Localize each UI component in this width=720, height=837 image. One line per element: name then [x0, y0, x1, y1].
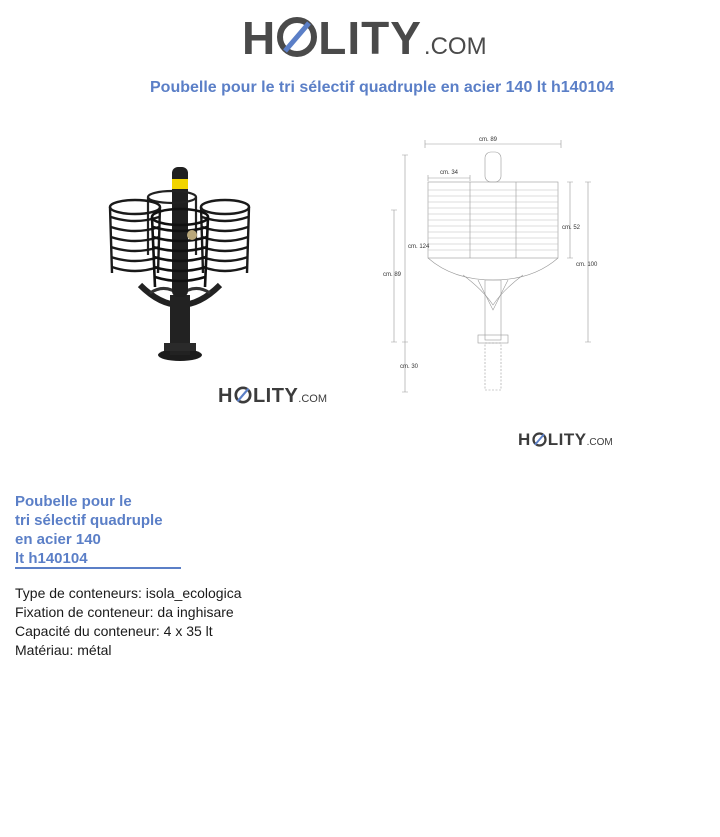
product-photo — [100, 155, 290, 370]
dim-underground: cm. 30 — [400, 364, 419, 370]
logo-letter-h: H — [518, 430, 531, 449]
spec-material: Matériau: métal — [15, 642, 112, 658]
dim-bin-height: cm. 52 — [562, 225, 581, 231]
dim-height-total: cm. 124 — [408, 244, 430, 250]
logo-text: LITY — [318, 12, 422, 64]
dim-width-total: cm. 89 — [478, 137, 498, 143]
logo-text: LITY — [252, 385, 299, 407]
technical-drawing — [358, 130, 608, 395]
spec-capacity: Capacité du conteneur: 4 x 35 lt — [15, 623, 213, 639]
product-title-line: lt h140104 — [15, 550, 88, 567]
logo-o-icon — [277, 17, 317, 57]
dim-width-bin: cm. 34 — [439, 170, 459, 176]
title-underline — [15, 567, 181, 569]
logo-o-icon — [532, 432, 547, 447]
logo-suffix: .COM — [423, 33, 487, 60]
product-title — [15, 492, 185, 568]
logo-text: LITY — [547, 430, 587, 449]
page-headline: Poubelle pour le tri sélectif quadruple en acier 140 lt h140104 — [150, 79, 615, 96]
holity-logo-photo — [218, 384, 327, 406]
logo-o-icon — [234, 386, 252, 404]
dim-height-top: cm. 100 — [576, 262, 598, 268]
product-title-line: en acier 140 — [15, 531, 101, 548]
holity-logo-drawing — [518, 430, 613, 448]
dim-height-pole: cm. 89 — [383, 272, 402, 278]
product-title-line: Poubelle pour le — [15, 493, 132, 510]
logo-letter-h: H — [218, 385, 233, 407]
logo-letter-h: H — [242, 12, 277, 64]
product-specs — [15, 584, 241, 660]
spec-fixation: Fixation de conteneur: da inghisare — [15, 604, 234, 620]
product-title-line: tri sélectif quadruple — [15, 512, 163, 529]
logo-suffix: .COM — [298, 393, 328, 405]
logo-suffix: .COM — [586, 437, 613, 448]
holity-logo[interactable] — [242, 12, 487, 64]
spec-container-type: Type de conteneurs: isola_ecologica — [15, 585, 242, 601]
